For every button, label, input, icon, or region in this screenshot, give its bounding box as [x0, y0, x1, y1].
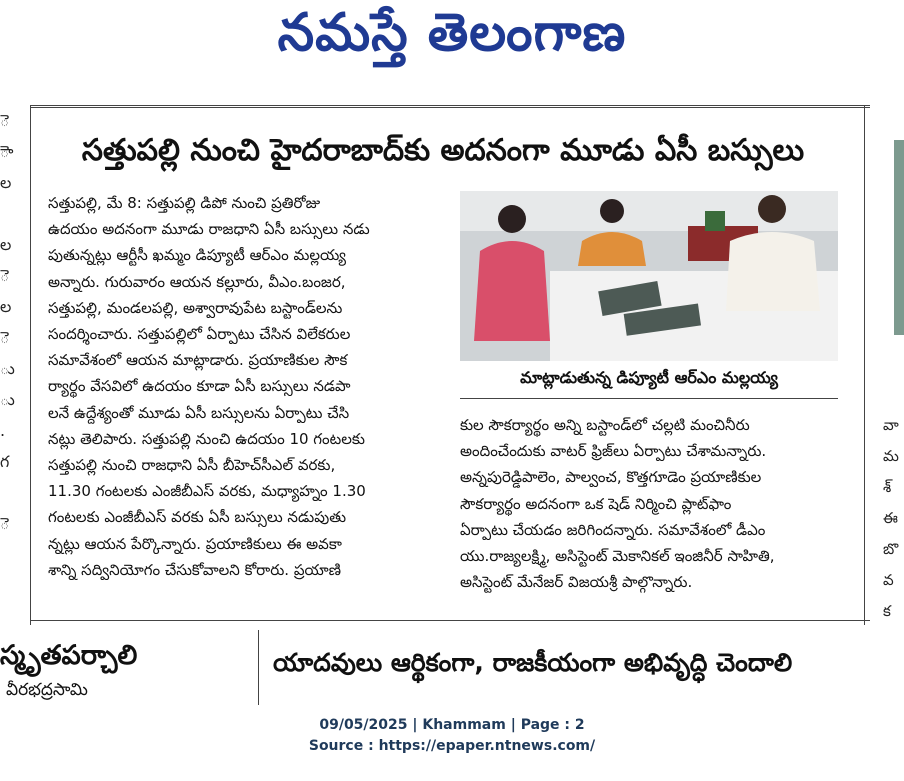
article-line: గంటలకు ఎంజీబీఎస్ వరకు ఏసీ బస్సులు నడుపుతు — [48, 508, 347, 527]
edge-text-line: ె — [0, 328, 10, 347]
edge-text-line: శ్ — [883, 478, 892, 496]
edge-text-line: క — [883, 602, 891, 620]
top-rule-2 — [30, 107, 870, 108]
edge-text-line: ు — [0, 390, 15, 409]
article-headline: సత్తుపల్లి నుంచి హైదరాబాద్‌కు అదనంగా మూడు ఏసీ బస్సులు — [81, 133, 805, 168]
edge-text-line: వా — [883, 416, 899, 434]
article-line: ఏర్పాటు చేయడం జరిగిందన్నారు. సమావేశంలో డీఎం — [460, 520, 766, 539]
article-line: నట్లు తెలిపారు. సత్తుపల్లి నుంచి ఉదయం 10 గంటలకు — [48, 429, 365, 448]
left-story-subhead: వీరభద్రసామి — [6, 680, 88, 700]
photo-caption: మాట్లాడుతున్న డిప్యూటీ ఆర్‌ఎం మల్లయ్య — [520, 368, 778, 387]
edge-text-line: ల — [0, 297, 12, 316]
edge-text-line: బొ — [883, 540, 899, 558]
article-line: సత్తుపల్లి, మే 8: సత్తుపల్లి డిపో నుంచి ప్రతిరోజు — [48, 194, 321, 212]
right-story-headline: యాదవులు ఆర్థికంగా, రాజకీయంగా అభివృద్ధి చెందాలి — [273, 648, 793, 677]
article-line: సౌకర్యార్థం అదనంగా ఒక షెడ్ నిర్మించి ప్లాట్‌ఫాం — [460, 494, 732, 513]
left-edge-column — [0, 105, 14, 539]
left-story-headline: స్మృతపర్చాలి — [0, 640, 138, 671]
edge-text-line — [0, 198, 14, 229]
right-vertical-rule — [864, 105, 865, 625]
article-line: కుల సౌకర్యార్థం అన్ని బస్టాండ్‌లో చల్లటి మంచినీరు — [460, 416, 750, 434]
article-line: సత్తుపల్లి, మండలపల్లి, అశ్వారావుపేట బస్టాండ్‌లను — [48, 298, 343, 317]
article-line: శాన్ని సద్వినియోగం చేసుకోవాలని కోరారు. ప్రయాణి — [48, 560, 342, 579]
article-line: ఉదయం అదనంగా మూడు రాజధాని ఏసీ బస్సులు నడు — [48, 220, 370, 239]
article-line: ర్యార్థం వేసవిలో ఉదయం కూడా ఏసీ బస్సులు నడపా — [48, 377, 351, 396]
article-line: సమావేశంలో ఆయన మాట్లాడారు. ప్రయాణికుల సౌక — [48, 351, 348, 370]
article-line: అన్నపురెడ్డిపాలెం, పాల్వంచ, కొత్తగూడెం ప్రయాణికుల — [460, 468, 762, 487]
edge-text-line: . — [0, 421, 6, 440]
article-line: సందర్శించారు. సత్తుపల్లిలో ఏర్పాటు చేసిన విలేకరుల — [48, 325, 351, 344]
edge-text-line: ఈ — [883, 509, 898, 527]
edge-text-line: గ — [0, 452, 10, 471]
edge-text-line: మ — [883, 447, 899, 465]
right-edge-column — [883, 410, 904, 627]
masthead — [0, 0, 904, 78]
left-vertical-rule — [30, 105, 31, 625]
footer-date-edition: 09/05/2025 | Khammam | Page : 2 — [319, 717, 585, 733]
edge-text-line: ెా — [0, 142, 14, 161]
caption-rule — [460, 398, 838, 399]
article-column-2 — [460, 412, 840, 595]
edge-text-line: వ — [883, 571, 894, 589]
article-line: అసిస్టెంట్ మేనేజర్ విజయశ్రీ పాల్గొన్నారు. — [460, 573, 693, 592]
article-photo — [460, 191, 838, 361]
footer-source: Source : https://epaper.ntnews.com/ — [308, 738, 596, 754]
top-rule — [30, 105, 870, 106]
edge-text-line: ు — [0, 359, 15, 378]
article-line: పుతున్నట్లు ఆర్టీసీ ఖమ్మం డిప్యూటీ ఆర్‌ఎం మల్లయ్య — [48, 246, 346, 265]
edge-text-line: ె — [0, 111, 10, 130]
article-column-1 — [48, 190, 440, 583]
article-line: అన్నారు. గురువారం ఆయన కల్లూరు, వీఎం.బంజర, — [48, 272, 346, 291]
article-line: యు.రాజ్యలక్ష్మి, అసిస్టెంట్ మెకానికల్ ఇంజినీర్ సాహితి, — [460, 547, 775, 566]
edge-text-line — [0, 477, 14, 508]
footer — [0, 715, 904, 757]
photo-illustration — [460, 191, 838, 361]
article-line: న్నట్లు ఆయన పేర్కొన్నారు. ప్రయాణికులు ఈ అవకా — [48, 534, 342, 553]
edge-text-line: ె — [0, 266, 10, 285]
masthead-logo: నమస్తే తెలంగాణ — [277, 2, 627, 63]
article-line: సత్తుపల్లి నుంచి రాజధాని ఏసీ బీహెచ్‌సీఎల్ వరకు, — [48, 456, 336, 475]
right-edge-photo — [894, 140, 904, 335]
edge-text-line: ె — [0, 514, 10, 533]
edge-text-line: ల — [0, 173, 12, 192]
article-line: అందించేందుకు వాటర్ ఫ్రిజ్‌లు ఏర్పాటు చేశామన్నారు. — [460, 442, 767, 461]
bottom-rule — [30, 620, 870, 621]
bottom-divider — [258, 630, 259, 705]
article-line: లనే ఉద్దేశ్యంతో మూడు ఏసీ బస్సులను ఏర్పాటు చేసి — [48, 403, 350, 422]
edge-text-line: ల — [0, 235, 12, 254]
article-line: 11.30 గంటలకు ఎంజీబీఎస్ వరకు, మధ్యాహ్నం 1.30 — [48, 482, 366, 501]
